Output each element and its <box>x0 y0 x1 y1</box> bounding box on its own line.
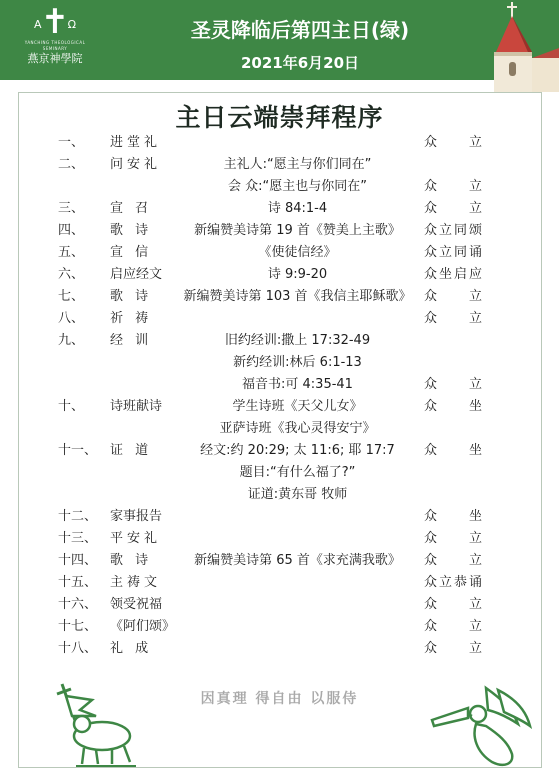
program-row: 六、 启应经文 诗 9:9-20 众坐启应 <box>58 267 482 282</box>
program-row: 十八、 礼 成 众 立 <box>58 641 482 656</box>
program-row: 十二、 家事报告 众 坐 <box>58 509 482 524</box>
logo-omega: Ω <box>67 18 76 31</box>
program-row: 会 众:“愿主也与你同在” 众 立 <box>228 179 482 194</box>
logo-alpha: A <box>34 18 42 31</box>
service-title: 圣灵降临后第四主日(绿) <box>190 18 410 42</box>
program-row: 八、 祈 祷 众 立 <box>58 311 482 326</box>
program-row: 十一、 证 道 经文:约 20:29; 太 11:6; 耶 17:7 众 坐 <box>58 443 482 458</box>
program-row: 证道:黄东哥 牧师 <box>247 487 348 502</box>
program-title: 主日云端崇拜程序 <box>175 103 384 132</box>
program-row: 一、 进堂礼 众 立 <box>58 135 482 150</box>
seminary-motto: 因真理 得自由 以服侍 <box>200 691 359 707</box>
program-row: 福音书:可 4:35-41 众 立 <box>242 377 482 392</box>
program-row: 十五、 主祷文 众立恭诵 <box>58 575 482 590</box>
program-row: 七、 歌 诗 新编赞美诗第 103 首《我信主耶稣歌》 众 立 <box>58 289 482 304</box>
program-row: 十七、 《阿们颂》 众 立 <box>58 619 482 634</box>
seminary-logo <box>12 4 98 76</box>
header-banner <box>0 0 559 80</box>
program-row: 十三、 平安礼 众 立 <box>58 531 482 546</box>
logo-latin-text: YANCHING THEOLOGICAL SEMINARY <box>24 40 86 51</box>
program-row: 二、 问安礼 主礼人:“愿主与你们同在” <box>58 157 372 172</box>
program-row: 五、 宣 信 《使徒信经》 众立同诵 <box>58 245 482 260</box>
program-row: 亚萨诗班《我心灵得安宁》 <box>219 421 376 436</box>
program-row: 十四、 歌 诗 新编赞美诗第 65 首《求充满我歌》 众 立 <box>58 553 482 568</box>
program-row: 三、 宣 召 诗 84:1-4 众 立 <box>58 201 482 216</box>
program-row: 十六、 领受祝福 众 立 <box>58 597 482 612</box>
service-date: 2021年6月20日 <box>240 54 360 72</box>
program-row: 十、 诗班献诗 学生诗班《天父儿女》 众 坐 <box>58 399 482 414</box>
church-steeple-icon <box>482 0 559 92</box>
logo-seminary-name: 燕京神學院 <box>27 52 83 65</box>
program-row: 九、 经 训 旧约经训:撒上 17:32-49 <box>58 333 371 348</box>
logo-cross-icon: ✝ <box>40 2 70 42</box>
program-row: 新约经训:林后 6:1-13 <box>233 355 362 370</box>
program-row: 四、 歌 诗 新编赞美诗第 19 首《赞美上主歌》 众立同颂 <box>58 223 482 238</box>
program-row: 题目:“有什么福了?” <box>239 465 356 480</box>
